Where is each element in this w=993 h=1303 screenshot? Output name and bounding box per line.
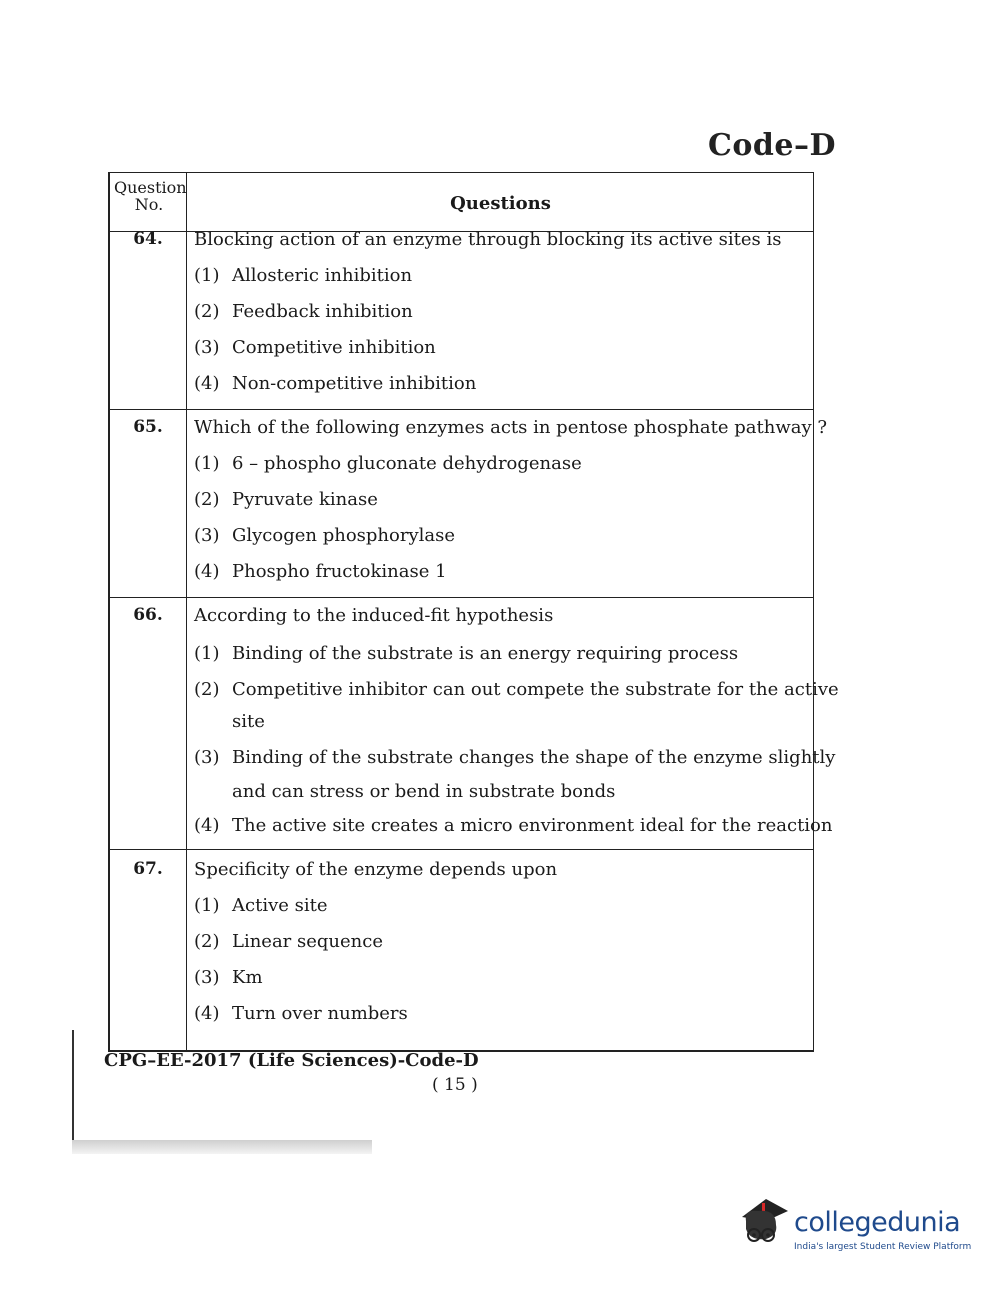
- option-number: (2): [194, 931, 220, 952]
- option-continuation: and can stress or bend in substrate bonds: [232, 781, 616, 802]
- option-text: Pyruvate kinase: [232, 489, 378, 510]
- option-text: Km: [232, 967, 263, 988]
- option-text: Competitive inhibitor can out compete the substrate for the active: [232, 679, 839, 700]
- question-number: 65.: [133, 417, 163, 437]
- option: [194, 815, 833, 836]
- brand-tagline: India's largest Student Review Platform: [794, 1242, 972, 1252]
- row-divider: [110, 409, 813, 410]
- option-continuation: site: [232, 711, 265, 732]
- collegedunia-logo: [736, 1195, 972, 1265]
- column-divider: [186, 173, 187, 1050]
- question-text: Which of the following enzymes acts in pentose phosphate pathway ?: [194, 417, 828, 438]
- option-text: Competitive inhibition: [232, 337, 436, 358]
- option-number: (1): [194, 265, 220, 286]
- option-number: (3): [194, 337, 220, 358]
- option-number: (3): [194, 525, 220, 546]
- page-number: ( 15 ): [432, 1075, 478, 1095]
- questions-table: [108, 172, 839, 1052]
- option: [194, 373, 476, 394]
- option-text: 6 – phospho gluconate dehydrogenase: [232, 453, 582, 474]
- option: [194, 679, 839, 700]
- option-text: Non-competitive inhibition: [232, 373, 477, 394]
- question-number: 67.: [133, 859, 163, 879]
- option-text: Linear sequence: [232, 931, 383, 952]
- question-text: Blocking action of an enzyme through blocking its active sites is: [194, 229, 782, 250]
- question-text: Specificity of the enzyme depends upon: [194, 859, 558, 880]
- option: [194, 643, 738, 664]
- option-number: (4): [194, 561, 220, 582]
- option-number: (4): [194, 373, 220, 394]
- option: [194, 747, 835, 768]
- option-number: (1): [194, 643, 220, 664]
- brand-name: collegedunia: [794, 1207, 961, 1238]
- option: [194, 931, 383, 952]
- option-text: Phospho fructokinase 1: [232, 561, 447, 582]
- header-question-no: Question No.: [114, 178, 187, 214]
- code-label: Code–D: [708, 128, 836, 163]
- option: [194, 453, 582, 474]
- row-divider: [110, 849, 813, 850]
- mascot-icon: [736, 1195, 792, 1257]
- option-number: (2): [194, 301, 220, 322]
- question-number: 66.: [133, 605, 163, 625]
- option-text: Glycogen phosphorylase: [232, 525, 456, 546]
- option-number: (3): [194, 967, 220, 988]
- option-number: (2): [194, 679, 220, 700]
- option: [194, 1003, 408, 1024]
- exam-footer: CPG–EE-2017 (Life Sciences)-Code-D: [104, 1050, 479, 1071]
- option-text: The active site creates a micro environment ideal for the reaction: [232, 815, 833, 836]
- option-number: (2): [194, 489, 220, 510]
- option-text: Allosteric inhibition: [232, 265, 413, 286]
- option: [194, 561, 447, 582]
- option: [194, 301, 413, 322]
- option-text: Binding of the substrate is an energy requiring process: [232, 643, 739, 664]
- option: [194, 525, 455, 546]
- scan-shadow: [72, 1140, 372, 1154]
- option-text: Feedback inhibition: [232, 301, 413, 322]
- question-text: According to the induced-fit hypothesis: [194, 605, 554, 626]
- option-number: (3): [194, 747, 220, 768]
- option: [194, 489, 378, 510]
- option: [194, 967, 263, 988]
- option: [194, 337, 436, 358]
- option-text: Turn over numbers: [232, 1003, 408, 1024]
- option-number: (1): [194, 453, 220, 474]
- option: [194, 265, 412, 286]
- option-text: Binding of the substrate changes the shape of the enzyme slightly: [232, 747, 836, 768]
- question-number: 64.: [133, 229, 163, 249]
- row-divider: [110, 597, 813, 598]
- scan-edge: [72, 1030, 74, 1142]
- option-text: Active site: [232, 895, 328, 916]
- option-number: (4): [194, 1003, 220, 1024]
- option-number: (4): [194, 815, 220, 836]
- header-questions: Questions: [450, 193, 551, 214]
- option-number: (1): [194, 895, 220, 916]
- option: [194, 895, 328, 916]
